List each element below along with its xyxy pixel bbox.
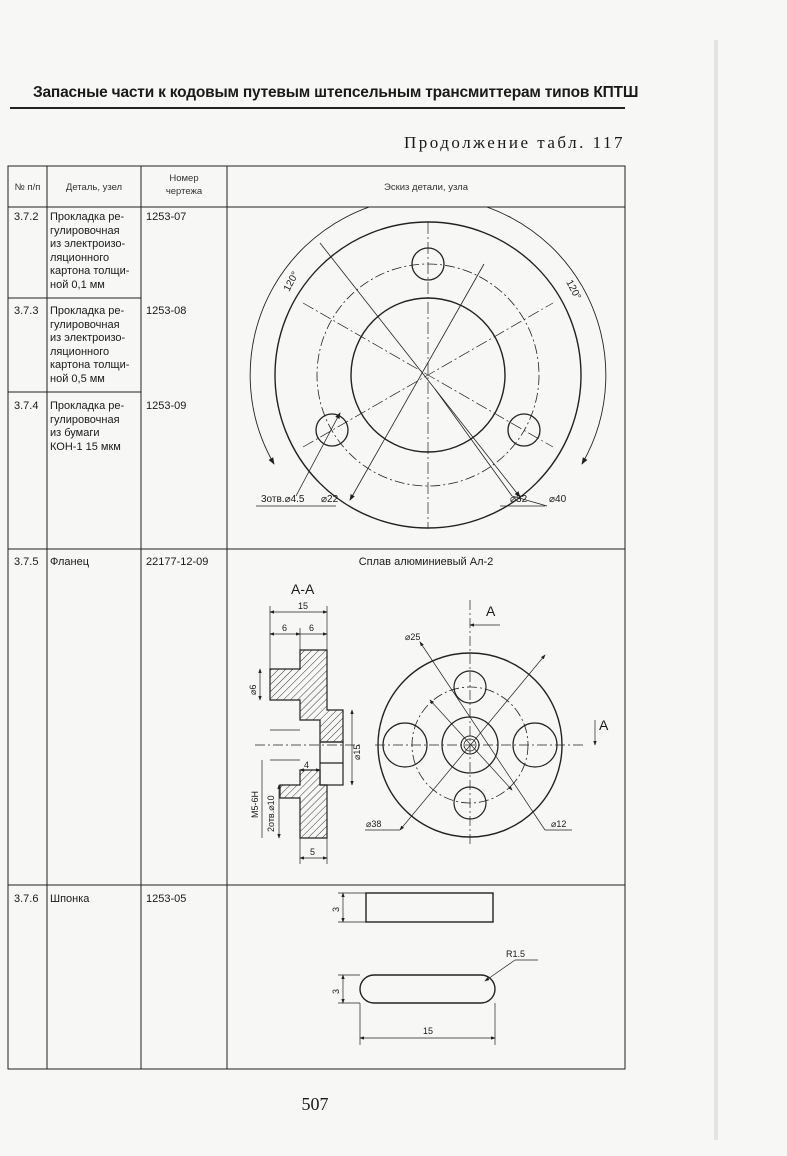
page-title: Запасные части к кодовым путевым штепсельным трансмиттерам типов КПТШ	[33, 84, 639, 101]
header-num: № п/п	[14, 182, 41, 193]
part-line: гулировочная	[50, 413, 120, 426]
part-line: из электроизо-	[50, 238, 126, 250]
row-part: Фланец	[50, 556, 90, 568]
part-line: гулировочная	[50, 318, 120, 331]
dim-15: 15	[298, 601, 309, 611]
table-continuation: Продолжение табл. 117	[403, 133, 625, 152]
dim-d38: ⌀38	[366, 819, 382, 829]
key-drawing	[227, 886, 625, 1068]
row-num: 3.7.3	[14, 305, 39, 317]
dim-m5: М5-6Н	[250, 790, 260, 818]
dim-6a: 6	[282, 623, 288, 633]
header-sketch: Эскиз детали, узла	[383, 182, 469, 193]
flange-section-upper	[270, 650, 343, 742]
material-label: Сплав алюминиевый Ал-2	[358, 556, 494, 568]
dim-d15: ⌀15	[352, 744, 362, 760]
page-number: 507	[301, 1094, 329, 1114]
dim-6b: 6	[309, 623, 315, 633]
row-part	[50, 211, 140, 292]
dim-5: 5	[310, 847, 316, 857]
part-line: ляционного	[50, 251, 110, 264]
row-drawing: 1253-09	[146, 400, 187, 412]
d32-label: ⌀32	[510, 494, 528, 505]
dim-d25: ⌀25	[405, 632, 421, 642]
section-mark-top: А	[486, 603, 496, 619]
row-part	[50, 305, 140, 386]
row-drawing: 1253-07	[146, 211, 187, 223]
d40-label: ⌀40	[549, 494, 567, 505]
part-line: гулировочная	[50, 224, 120, 237]
key-dim-3a: 3	[331, 906, 341, 912]
part-line: ной 0,1 мм	[50, 278, 105, 291]
part-line: ляционного	[50, 345, 110, 358]
row-num: 3.7.6	[14, 893, 39, 905]
key-side-view	[366, 893, 493, 922]
part-line: картона толщи-	[50, 359, 130, 371]
row-num: 3.7.2	[14, 211, 39, 223]
dim-holes: 2отв.⌀10	[266, 795, 276, 832]
holes-label: 3отв.⌀4.5	[261, 494, 305, 505]
key-radius: R1.5	[506, 949, 526, 959]
part-line: из бумаги	[50, 427, 100, 439]
flange-drawing	[227, 572, 625, 882]
dim-4: 4	[304, 760, 310, 770]
row-num: 3.7.5	[14, 556, 39, 568]
angle-arc-right	[428, 207, 606, 464]
header-part: Деталь, узел	[65, 182, 123, 193]
section-mark-right: А	[599, 717, 609, 733]
row-part	[50, 400, 140, 454]
key-top-view	[360, 975, 495, 1003]
row-drawing: 1253-08	[146, 305, 187, 317]
row-drawing: 22177-12-09	[146, 556, 209, 568]
row-part: Шпонка	[50, 893, 90, 905]
section-label: А-А	[291, 581, 315, 597]
header-drawing: Номер чертежа	[165, 173, 203, 197]
key-dim-3b: 3	[331, 988, 341, 994]
dim-d6: ⌀6	[248, 684, 258, 695]
part-line: из электроизо-	[50, 332, 126, 344]
key-length: 15	[423, 1026, 434, 1036]
part-line: КОН-1 15 мкм	[50, 440, 121, 453]
angle-arc-left	[250, 207, 428, 464]
row-num: 3.7.4	[14, 400, 39, 412]
angle-label-right: 120°	[563, 278, 583, 302]
part-line: Прокладка ре-	[50, 305, 125, 317]
part-line: ной 0,5 мм	[50, 372, 105, 385]
angle-label-left: 120°	[281, 269, 302, 294]
d22-label: ⌀22	[321, 494, 339, 505]
part-line: Прокладка ре-	[50, 400, 125, 412]
part-line: картона толщи-	[50, 265, 130, 277]
dim-d12: ⌀12	[551, 819, 567, 829]
part-line: Прокладка ре-	[50, 211, 125, 223]
row-drawing: 1253-05	[146, 893, 187, 905]
gasket-drawing	[227, 207, 625, 547]
